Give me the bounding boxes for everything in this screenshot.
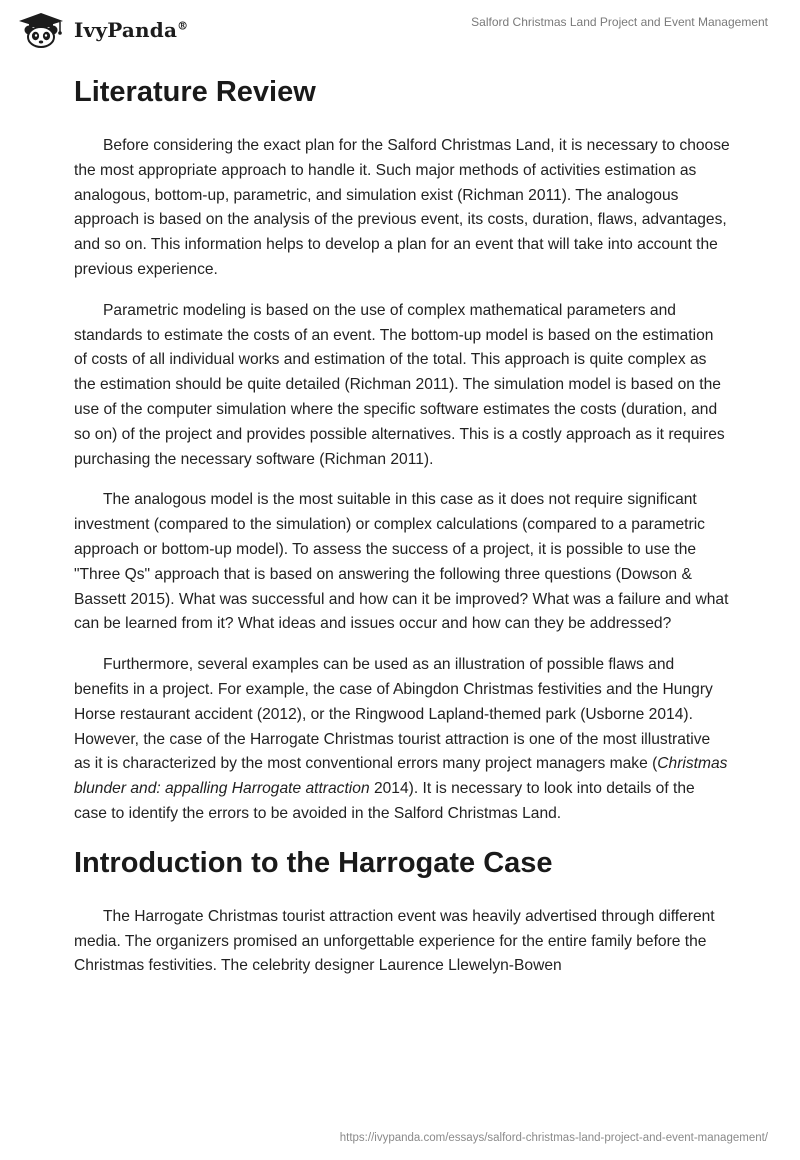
italic-citation-title: Christmas blunder and: appalling Harrogate attraction bbox=[74, 755, 728, 798]
paragraph: The Harrogate Christmas tourist attraction event was heavily advertised through different media. The organizers promised an unforgettable experience for the entire family before the Christmas festivities. The celebrity designer Laurence Llewelyn-Bowen bbox=[74, 907, 715, 975]
paragraph: Furthermore, several examples can be used as an illustration of possible flaws and benefits in a project. For example, the case of Abingdon Christmas festivities and the Hungry Horse restaurant accident (2012), or the Ringwood Lapland-themed park (Usborne 2014). However, the case of the Harrogate Christmas tourist attraction is one of the most illustrative as it is characterized by the most conventional errors many project managers make (Christmas blunder and: appalling Harrogate attraction 2014). It is necessary to look into details of the case to identify the errors to be avoided in the Salford Christmas Land. bbox=[74, 656, 728, 822]
panda-graduate-icon bbox=[16, 12, 66, 48]
essay-content bbox=[74, 72, 730, 995]
logo-text: IvyPanda® bbox=[74, 18, 189, 42]
logo[interactable] bbox=[16, 12, 188, 48]
section-heading-literature-review: Literature Review bbox=[74, 76, 316, 108]
paragraph: The analogous model is the most suitable in this case as it does not require significant investment (compared to the simulation) or complex calculations (compared to a parametric approach or bottom-up model). To assess the success of a project, it is possible to use the "Three Qs" approach that is based on answering the following three questions (Dowson & Bassett 2015). What was successful and how can it be improved? What was a failure and what can be learned from it? What ideas and issues occur and how can they be addressed? bbox=[74, 491, 729, 633]
paragraph: Before considering the exact plan for the Salford Christmas Land, it is necessary to choose the most appropriate approach to handle it. Such major methods of activities estimation as analogous, bottom-up, parametric, and simulation exist (Richman 2011). The analogous approach is based on the analysis of the previous event, its costs, duration, flaws, advantages, and so on. This information helps to develop a plan for an event that will take into account the previous experience. bbox=[74, 137, 730, 278]
paragraph: Parametric modeling is based on the use of complex mathematical parameters and standards to estimate the costs of an event. The bottom-up model is based on the estimation of costs of all individual works and estimation of the total. This approach is quite complex as the estimation should be quite detailed (Richman 2011). The simulation model is based on the use of the computer simulation where the specific software estimates the costs (duration, and so on) of the project and provides possible alternatives. This is a costly approach as it requires purchasing the necessary software (Richman 2011). bbox=[74, 301, 725, 468]
section-heading-harrogate-case: Introduction to the Harrogate Case bbox=[74, 846, 553, 879]
page-header bbox=[0, 0, 800, 60]
source-url[interactable]: https://ivypanda.com/essays/salford-christmas-land-project-and-event-management/ bbox=[339, 1132, 768, 1144]
running-title: Salford Christmas Land Project and Event Management bbox=[471, 15, 768, 29]
